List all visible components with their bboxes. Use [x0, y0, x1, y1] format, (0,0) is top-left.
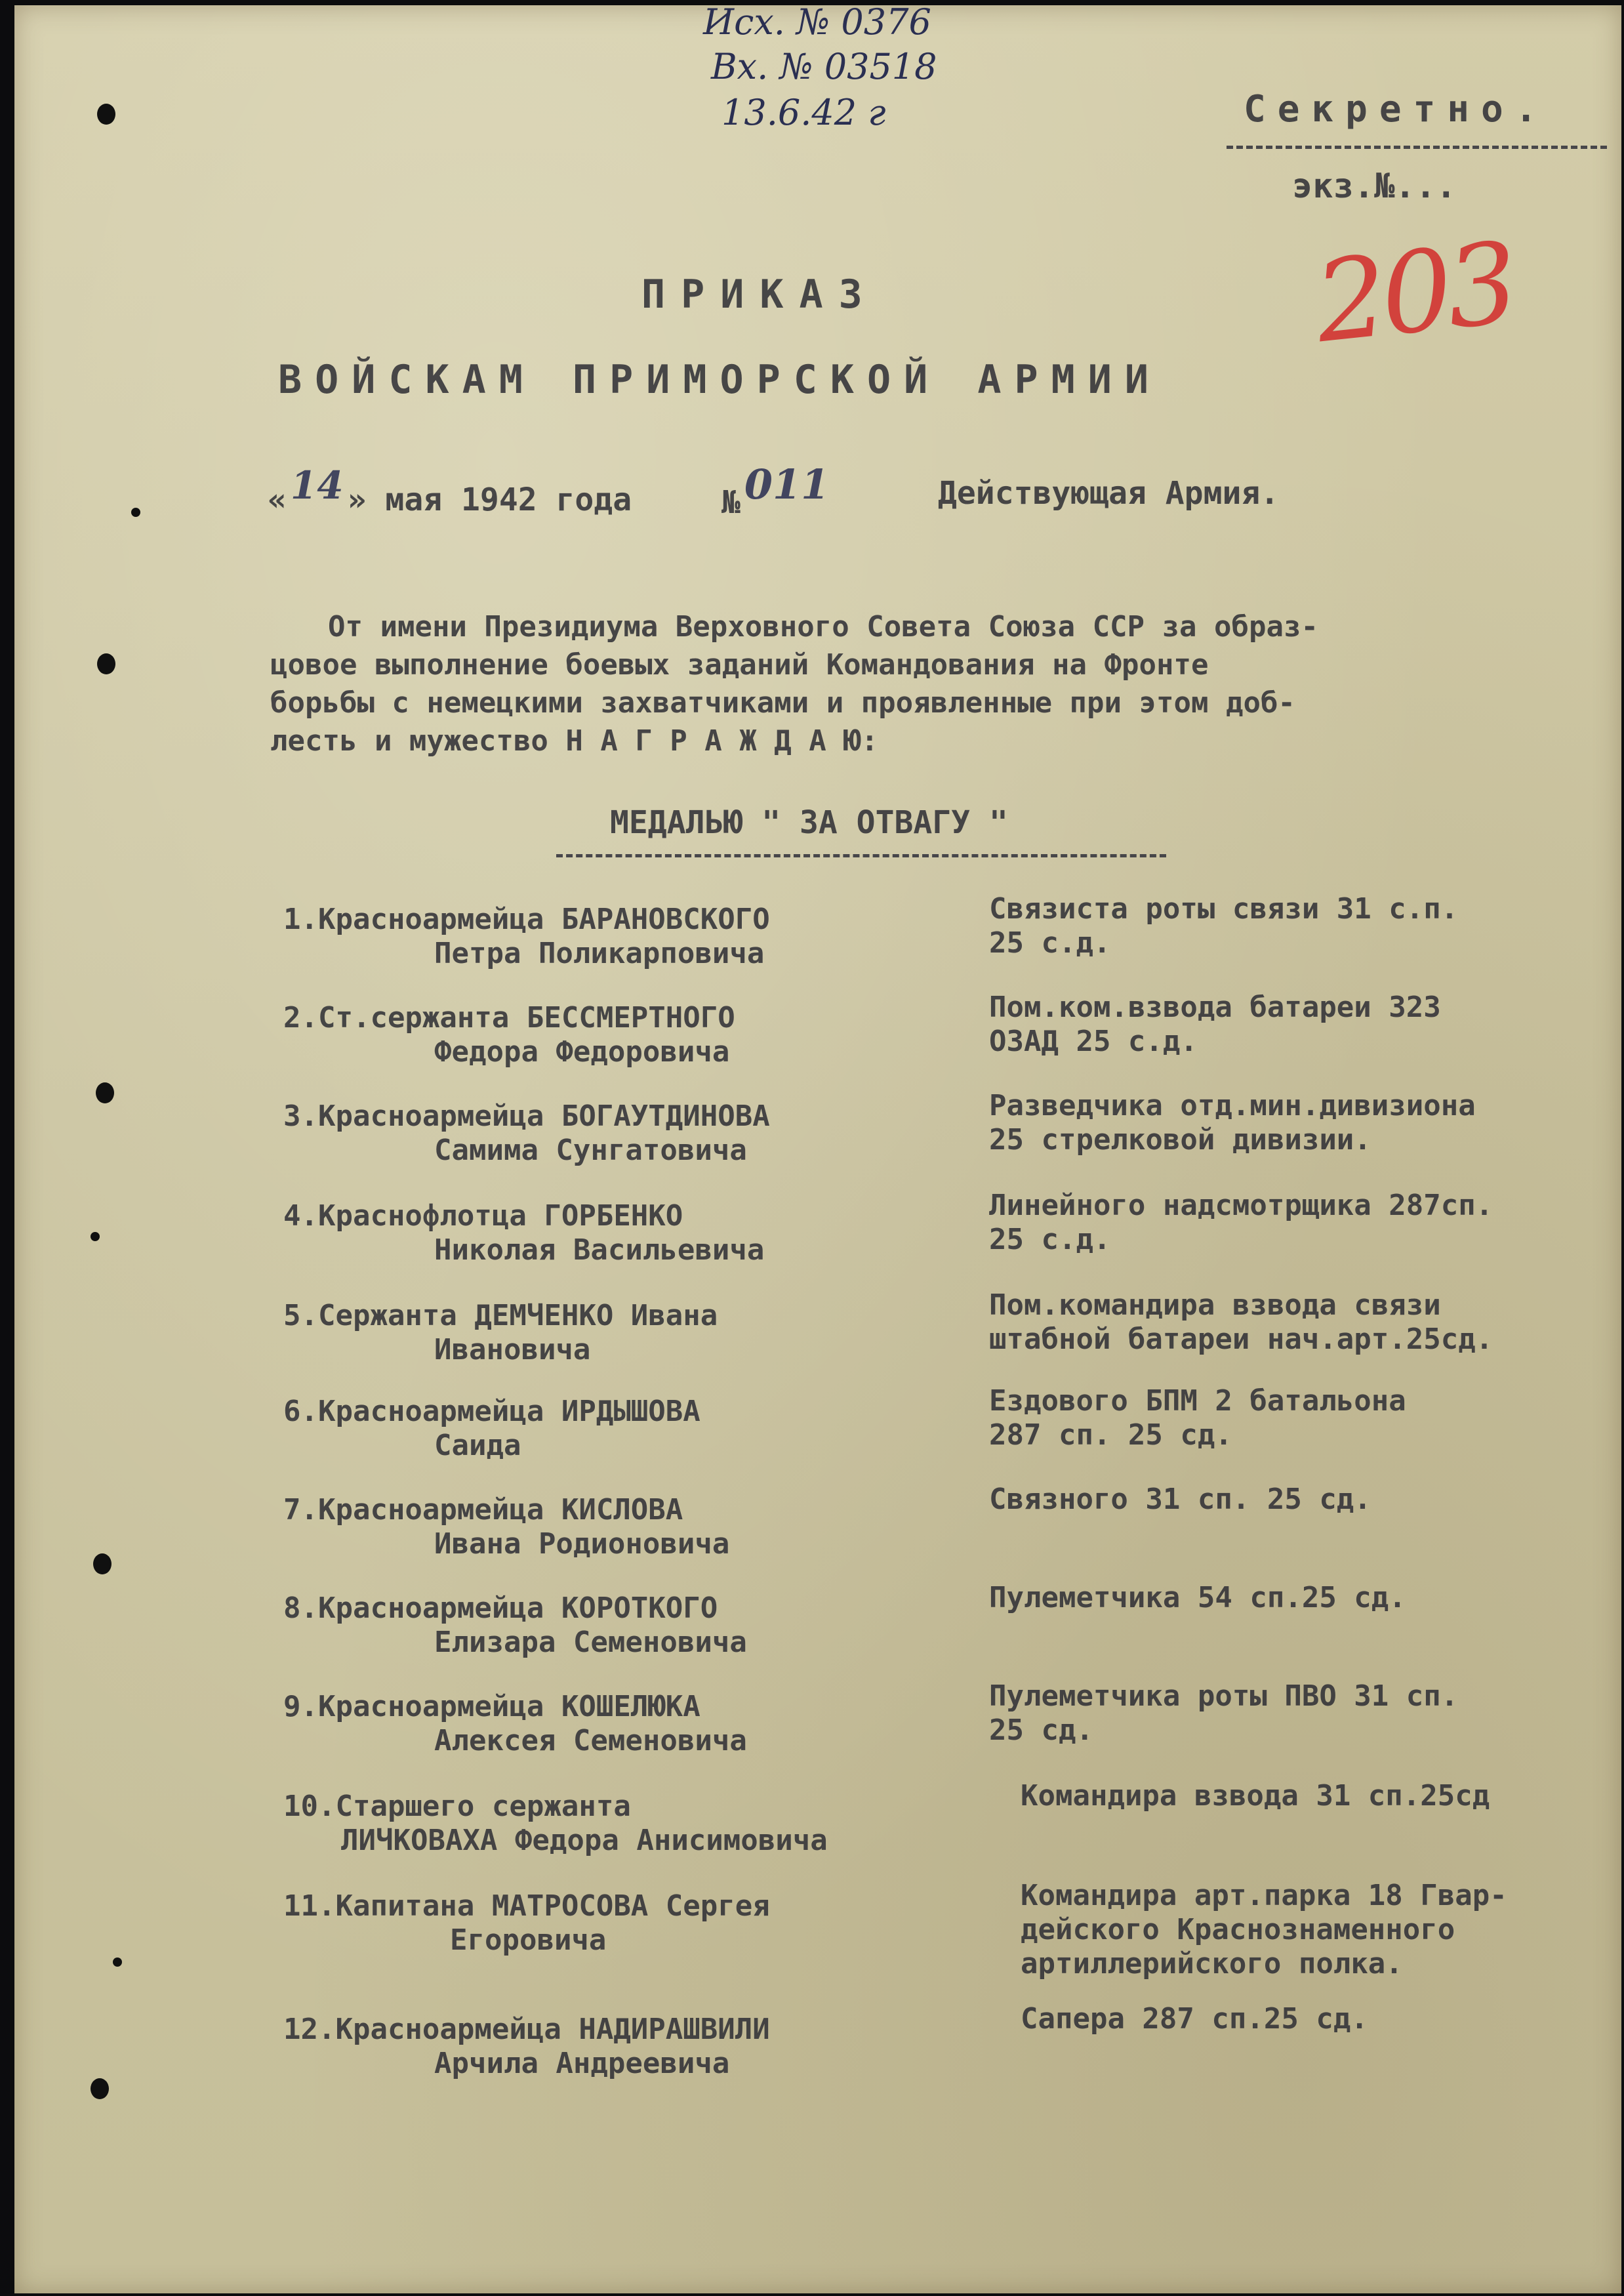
- incoming-number: Вх. № 03518: [711, 46, 937, 87]
- document-subtitle: ВОЙСКАМ ПРИМОРСКОЙ АРМИИ: [278, 357, 1162, 403]
- awardee-position: Командира взвода 31 сп.25сд: [1021, 1779, 1490, 1813]
- section-heading: МЕДАЛЬЮ " ЗА ОТВАГУ ": [610, 804, 1008, 841]
- awardee-name-continued: Ивановича: [434, 1333, 591, 1366]
- intro-line: борьбы с немецкими захватчиками и проявленные при этом доб-: [270, 686, 1295, 720]
- outgoing-number: Исх. № 0376: [703, 1, 931, 43]
- awardee-position-continued: 25 сд.: [989, 1713, 1093, 1747]
- awardee-position-continued: штабной батареи нач.арт.25сд.: [989, 1322, 1493, 1356]
- punch-hole: [96, 1082, 114, 1103]
- awardee-name-continued: Николая Васильевича: [434, 1233, 765, 1267]
- awardee-name: 11.Капитана МАТРОСОВА Сергея: [283, 1889, 770, 1923]
- red-archive-number: 203: [1309, 218, 1520, 369]
- registration-date: 13.6.42 г: [721, 92, 886, 133]
- awardee-position: Командира арт.парка 18 Гвар-: [1021, 1879, 1507, 1912]
- awardee-position: Пом.командира взвода связи: [989, 1288, 1441, 1322]
- document-title: ПРИКАЗ: [641, 272, 878, 318]
- awardee-position: Связного 31 сп. 25 сд.: [989, 1483, 1371, 1516]
- awardee-name: 9.Красноармейца КОШЕЛЮКА: [283, 1690, 700, 1723]
- dateline-open-quote: «: [268, 482, 287, 518]
- punch-hole: [91, 1232, 100, 1241]
- awardee-name-continued: Самима Сунгатовича: [434, 1134, 747, 1167]
- awardee-position-continued: дейского Краснознаменного: [1021, 1913, 1455, 1946]
- punch-hole: [93, 1553, 112, 1574]
- section-underline: [556, 854, 1166, 857]
- order-day: 14: [290, 463, 344, 508]
- awardee-position: Связиста роты связи 31 с.п.: [989, 892, 1459, 926]
- awardee-name-continued: Ивана Родионовича: [434, 1527, 730, 1561]
- awardee-name-continued: Арчила Андреевича: [434, 2047, 730, 2080]
- dateline-month-year: » мая 1942 года: [347, 482, 632, 518]
- awardee-position-continued: 287 сп. 25 сд.: [989, 1418, 1232, 1452]
- awardee-name: 7.Красноармейца КИСЛОВА: [283, 1493, 683, 1527]
- order-number-label: №: [721, 484, 741, 521]
- awardee-name-continued: Егоровича: [450, 1923, 607, 1957]
- punch-hole: [97, 653, 115, 674]
- intro-line: лесть и мужество Н А Г Р А Ж Д А Ю:: [270, 724, 879, 758]
- awardee-name-continued: Елизара Семеновича: [434, 1626, 747, 1659]
- awardee-name-continued: Алексея Семеновича: [434, 1724, 747, 1757]
- copy-number: экз.№...: [1292, 167, 1457, 206]
- awardee-name-continued: Петра Поликарповича: [434, 937, 765, 970]
- intro-line: цовое выполнение боевых заданий Командования на Фронте: [270, 648, 1209, 682]
- awardee-name: 6.Красноармейца ИРДЫШОВА: [283, 1395, 700, 1428]
- awardee-position: Пулеметчика 54 сп.25 сд.: [989, 1581, 1406, 1614]
- order-number: [721, 461, 830, 523]
- punch-hole: [97, 104, 115, 125]
- awardee-name: 12.Красноармейца НАДИРАШВИЛИ: [283, 2013, 770, 2046]
- awardee-position: Сапера 287 сп.25 сд.: [1021, 2002, 1368, 2036]
- dateline: [268, 463, 632, 520]
- awardee-name: 10.Старшего сержанта: [283, 1790, 631, 1823]
- awardee-name-continued: Саида: [434, 1429, 521, 1462]
- intro-line: От имени Президиума Верховного Совета Союза ССР за образ-: [328, 610, 1318, 644]
- awardee-name: 4.Краснофлотца ГОРБЕНКО: [283, 1199, 683, 1233]
- awardee-name: 3.Красноармейца БОГАУТДИНОВА: [283, 1099, 770, 1133]
- awardee-name-continued: Федора Федоровича: [434, 1035, 730, 1069]
- awardee-position: Пом.ком.взвода батареи 323: [989, 991, 1441, 1024]
- dateline-place: Действующая Армия.: [938, 475, 1280, 512]
- awardee-name: 5.Сержанта ДЕМЧЕНКО Ивана: [283, 1299, 718, 1332]
- document-page: [14, 1, 1621, 2293]
- awardee-name: 2.Ст.сержанта БЕССМЕРТНОГО: [283, 1001, 735, 1035]
- awardee-name-continued: ЛИЧКОВАХА Федора Анисимовича: [341, 1824, 828, 1857]
- awardee-position: Пулеметчика роты ПВО 31 сп.: [989, 1679, 1459, 1713]
- order-number-value: 011: [744, 461, 830, 508]
- punch-hole: [113, 1958, 122, 1967]
- punch-hole: [131, 508, 140, 517]
- classification-underline: [1227, 146, 1607, 149]
- awardee-position: Разведчика отд.мин.дивизиона: [989, 1089, 1476, 1122]
- awardee-name: 1.Красноармейца БАРАНОВСКОГО: [283, 903, 770, 936]
- awardee-position-continued: артиллерийского полка.: [1021, 1947, 1403, 1980]
- awardee-position-continued: 25 с.д.: [989, 1223, 1111, 1256]
- awardee-position: Линейного надсмотрщика 287сп.: [989, 1189, 1493, 1222]
- classification-label: Секретно.: [1244, 88, 1549, 131]
- awardee-position-continued: 25 стрелковой дивизии.: [989, 1123, 1371, 1157]
- punch-hole: [91, 2078, 109, 2099]
- awardee-position-continued: 25 с.д.: [989, 926, 1111, 960]
- awardee-position-continued: ОЗАД 25 с.д.: [989, 1025, 1198, 1058]
- awardee-name: 8.Красноармейца КОРОТКОГО: [283, 1591, 718, 1625]
- awardee-position: Ездового БПМ 2 батальона: [989, 1384, 1406, 1418]
